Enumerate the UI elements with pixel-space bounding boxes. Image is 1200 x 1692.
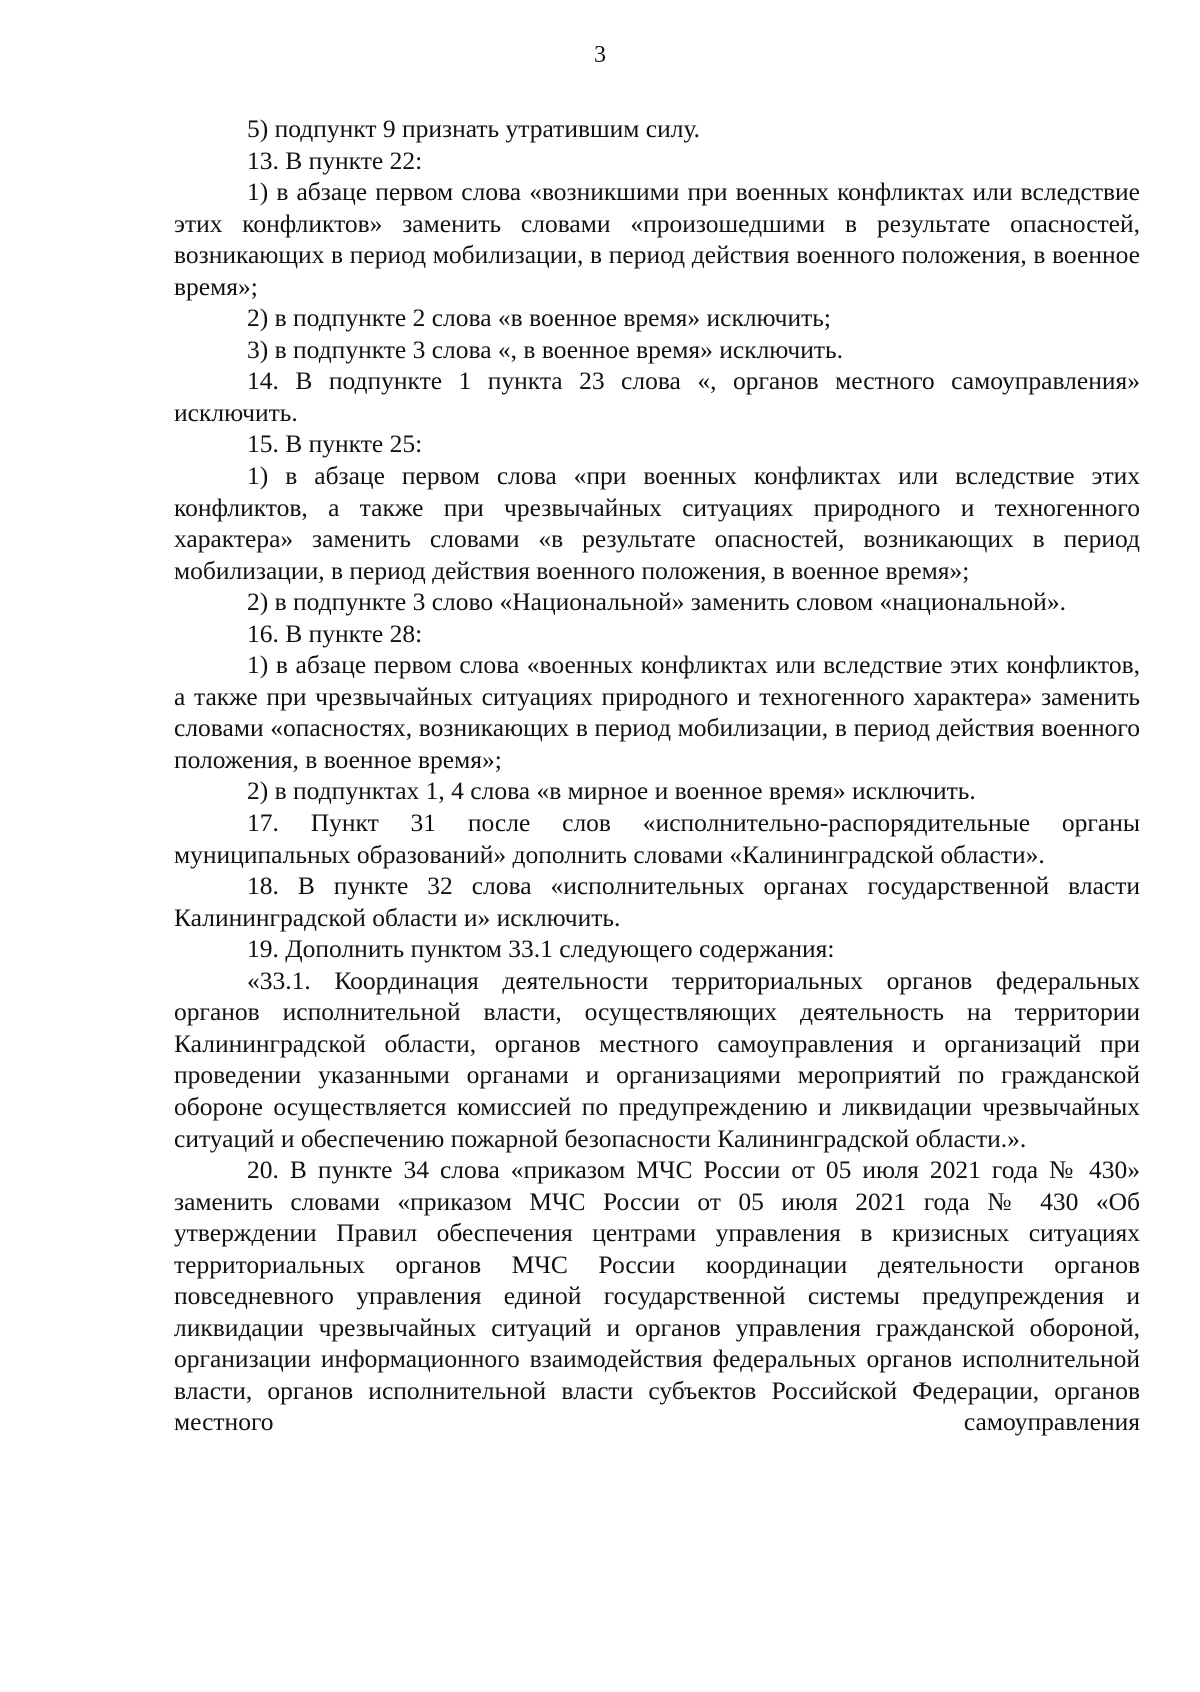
paragraph-16-2: 2) в подпунктах 1, 4 слова «в мирное и военное время» исключить. bbox=[247, 776, 976, 806]
paragraph-18: 18. В пункте 32 слова «исполнительных органах государственной власти Калининградской области и» исключить. bbox=[174, 871, 1140, 932]
page-number: 3 bbox=[594, 42, 606, 68]
paragraph-15-2: 2) в подпункте 3 слово «Национальной» заменить словом «национальной». bbox=[247, 587, 1066, 617]
paragraph-14: 14. В подпункте 1 пункта 23 слова «, органов местного самоуправления» исключить. bbox=[174, 366, 1140, 427]
paragraph-13: 13. В пункте 22: bbox=[247, 145, 423, 175]
paragraph-20: 20. В пункте 34 слова «приказом МЧС России от 05 июля 2021 года № 430» заменить словами «приказом МЧС России от 05 июля 2021 года № 430 «Об утверждении Правил обеспечения центрами управления в кризисных ситуациях территориальных органов МЧС России координации деятельности органов повседневного управления единой государственной системы предупреждения и ликвидации чрезвычайных ситуаций и органов управления гражданской обороной, организации информационного взаимодействия федеральных органов исполнительной власти, органов исполнительной власти субъектов Российской Федерации, органов местного самоуправления bbox=[174, 1155, 1140, 1437]
paragraph-33-1-quote: «33.1. Координация деятельности территориальных органов федеральных органов исполнительной власти, осуществляющих деятельность на территории Калининградской области, органов местного самоуправления и организаций при проведении указанными органами и организациями мероприятий по гражданской обороне осуществляется комиссией по предупреждению и ликвидации чрезвычайных ситуаций и обеспечению пожарной безопасности Калининградской области.». bbox=[174, 965, 1140, 1153]
paragraph-13-3: 3) в подпункте 3 слова «, в военное время» исключить. bbox=[247, 334, 844, 364]
paragraph-17: 17. Пункт 31 после слов «исполнительно-распорядительные органы муниципальных образований» дополнить словами «Калининградской области». bbox=[174, 808, 1140, 869]
paragraph-15: 15. В пункте 25: bbox=[247, 429, 423, 459]
document-body bbox=[174, 113, 1140, 1438]
paragraph-5-subitem: 5) подпункт 9 признать утратившим силу. bbox=[247, 114, 701, 143]
paragraph-13-2: 2) в подпункте 2 слова «в военное время» исключить; bbox=[247, 303, 831, 333]
paragraph-16-1: 1) в абзаце первом слова «военных конфликтах или вследствие этих конфликтов, а также при чрезвычайных ситуациях природного и техногенного характера» заменить словами «опасностях, возникающих в период мобилизации, в период действия военного положения, в военное время»; bbox=[174, 650, 1140, 774]
paragraph-13-1: 1) в абзаце первом слова «возникшими при военных конфликтах или вследствие этих конфликтов» заменить словами «произошедшими в результате опасностей, возникающих в период мобилизации, в период действия военного положения, в военное время»; bbox=[174, 177, 1140, 301]
paragraph-16: 16. В пункте 28: bbox=[247, 618, 423, 648]
paragraph-19: 19. Дополнить пунктом 33.1 следующего содержания: bbox=[247, 934, 835, 964]
paragraph-15-1: 1) в абзаце первом слова «при военных конфликтах или вследствие этих конфликтов, а также при чрезвычайных ситуациях природного и техногенного характера» заменить словами «в результате опасностей, возникающих в период мобилизации, в период действия военного положения, в военное время»; bbox=[174, 461, 1140, 585]
